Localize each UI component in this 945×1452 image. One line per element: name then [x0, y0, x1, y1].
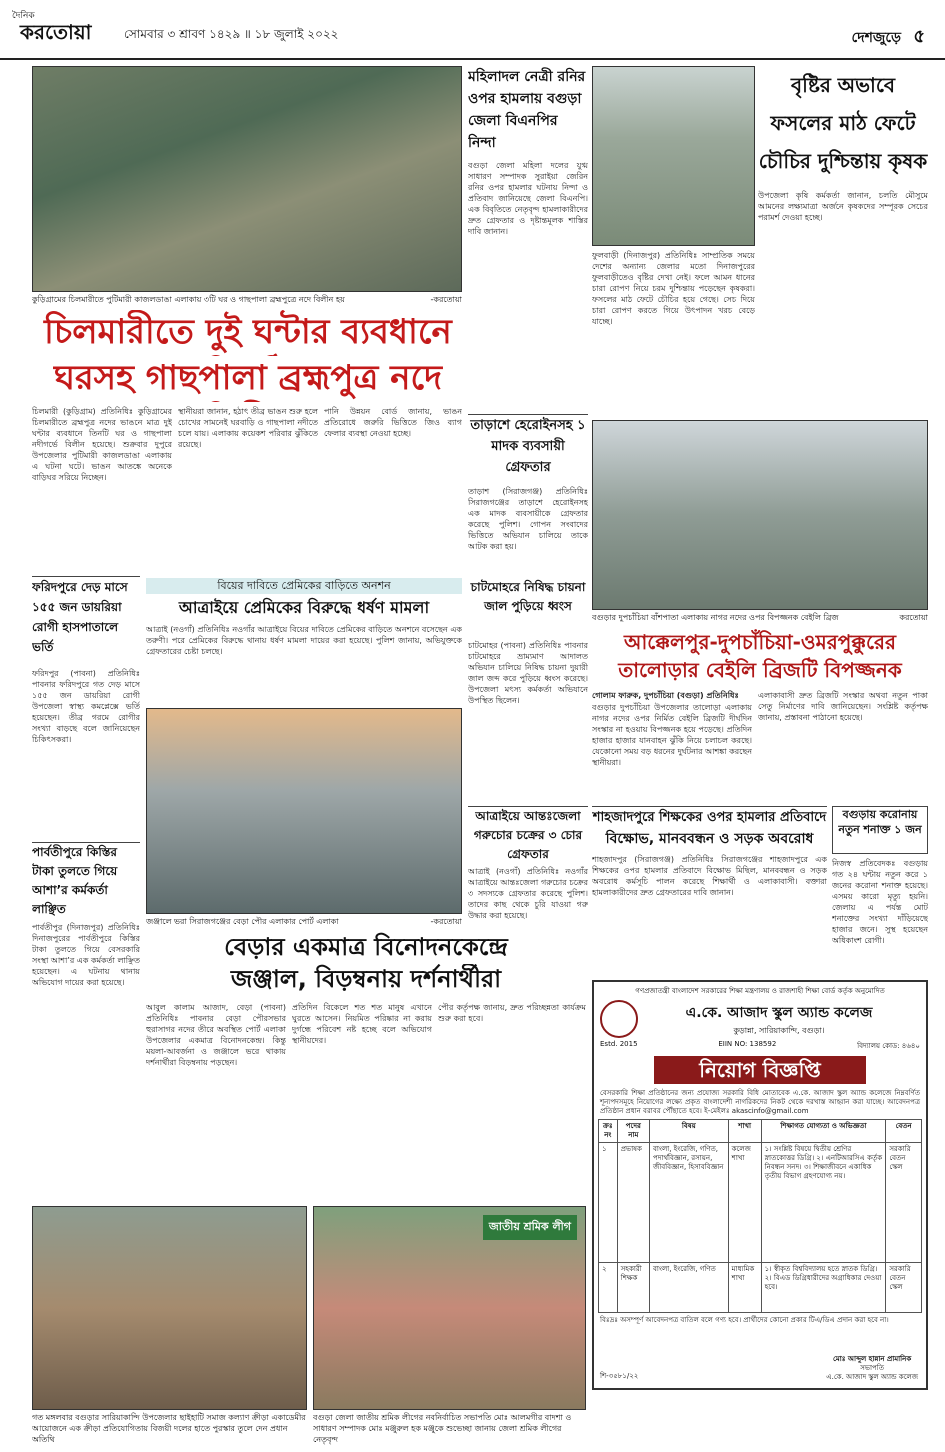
- chatmohar-body: চাটমোহর (পাবনা) প্রতিনিধিঃ পাবনার চাটমোহরে ভ্রাম্যমাণ আদালত অভিযান চালিয়ে নিষিদ্ধ চায়না দুয়ারী জাল জব্দ করে পুড়িয়ে ধ্বংস করেছে। উপজেলা মৎস্য কর্মকর্তা অভিযানে উপস্থিত ছিলেন।: [468, 641, 588, 705]
- notice-intro: বেসরকারি শিক্ষা প্রতিষ্ঠানের জন্য প্রযোজ্য সরকারি বিধি মোতাবেক এ.কে. আজাদ স্কুল অ্যান্ড কলেজে নিম্নবর্ণিত শূন্যপদসমূহে নিয়োগের লক্ষ্যে প্রকৃত বাংলাদেশী নাগরিকদের নিকট থেকে দরখাস্ত আহ্বান করা যাচ্ছে। আবেদনপত্র প্রতিষ্ঠান প্রধান বরাবর পৌঁছাতে হবে। ই-মেইলঃ akascinfo@gmail.com: [600, 1089, 920, 1115]
- bera-body-col1: আবুল কালাম আজাদ, বেড়া (পাবনা) প্রতিনিধিঃ পাবনার বেড়া পৌরসভার হুরাসাগর নদের তীরে অবস্থিত পোর্ট এলাকা উপজেলার একমাত্র বিনোদনকেন্দ্র। কিন্তু ময়লা-আবর্জনা ও জঞ্জালে ভরে থাকায় দর্শনার্থীরা বিড়ম্বনায় পড়ছেন।: [146, 1003, 286, 1067]
- row2-sl: ২: [599, 1263, 618, 1313]
- shajadpur-body: শাহজাদপুর (সিরাজগঞ্জ) প্রতিনিধিঃ সিরাজগঞ্জের শাহজাদপুরে এক শিক্ষকের ওপর হামলার প্রতিবাদে বিক্ষোভ মিছিল, মানববন্ধন ও সড়ক অবরোধ কর্মসূচি পালন করেছে শিক্ষার্থী ও এলাকাবাসী। বক্তারা হামলাকারীদের দ্রুত গ্রেফতারের দাবি জানান।: [592, 855, 827, 897]
- college-name: এ.কে. আজাদ স্কুল অ্যান্ড কলেজ: [685, 1004, 873, 1021]
- sromik-league-caption: বগুড়া জেলা জাতীয় শ্রমিক লীগের নবনির্বাচিত সভাপতি মোঃ আলমগীর বাদশা ও সাধারণ সম্পাদক মোঃ মঞ্জুরুল হক মঞ্জুকে শুভেচ্ছা জানায় জেলা শ্রমিক লীগের নেতৃবৃন্দ: [313, 1413, 572, 1444]
- faridpur-body: ফরিদপুর (পাবনা) প্রতিনিধিঃ পাবনার ফরিদপুরে গত দেড় মাসে ১৫৫ জন ডায়রিয়া রোগী উপজেলা স্বাস্থ্য কমপ্লেক্সে ভর্তি হয়েছেন। তীব্র গরমে রোগীর সংখ্যা বাড়ছে বলে জানিয়েছেন চিকিৎসকরা।: [32, 669, 140, 744]
- signer-org: এ.কে. আজাদ স্কুল অ্যান্ড কলেজ: [826, 1373, 918, 1381]
- college-logo-icon: [600, 1000, 638, 1038]
- vacancy-table: [598, 1119, 922, 1313]
- notice-header: গণপ্রজাতন্ত্রী বাংলাদেশ সরকারের শিক্ষা মন্ত্রণালয় ও রাজশাহী শিক্ষা বোর্ড কর্তৃক অনুমোদিত: [635, 987, 885, 995]
- drought-headline: বৃষ্টির অভাবে ফসলের মাঠ ফেটে চৌচির দুশ্চিন্তায় কৃষক: [758, 73, 928, 173]
- sromik-league-photo: [313, 1206, 586, 1410]
- row2-salary: সরকারি বেতন স্কেল: [886, 1263, 922, 1313]
- bridge-body-2: এলাকাবাসী দ্রুত ব্রিজটি সংস্কার অথবা নতুন পাকা সেতু নির্মাণের দাবি জানিয়েছেন। সংশ্লিষ্ট কর্তৃপক্ষ জানায়, প্রস্তাবনা পাঠানো হয়েছে।: [758, 691, 928, 722]
- row2-shift: মাধ্যমিক শাখা: [728, 1263, 761, 1313]
- river-photo-caption: জঞ্জালে ভরা সিরাজগঞ্জের বেড়া পৌর এলাকার পোর্ট এলাকা: [146, 917, 339, 926]
- bera-headline-1: বেড়ার একমাত্র বিনোদনকেন্দ্রে: [224, 933, 508, 961]
- signer-role: সভাপতি: [860, 1364, 885, 1372]
- bridge-headline-1: আক্কেলপুর-দুপচাঁচিয়া-ওমরপুক্কুরের: [623, 630, 897, 654]
- bridge-photo-caption: বগুড়ার দুপচাঁচিয়া বাঁশপাতা এলাকায় নাগর নদের ওপর বিপজ্জনক বেইলি ব্রিজ: [592, 613, 839, 622]
- bridge-photo-credit: করতোয়া: [899, 613, 928, 622]
- table-row: [599, 1263, 922, 1313]
- recruitment-notice: [592, 980, 928, 1390]
- lead-headline-2: ঘরসহ গাছপালা ব্রহ্মপুত্র নদে: [53, 358, 443, 398]
- row1-subject: বাংলা, ইংরেজি, গণিত, পদার্থবিজ্ঞান, রসায়ন, জীববিজ্ঞান, হিসাববিজ্ঞান: [650, 1143, 729, 1263]
- row1-qual: ১। সংশ্লিষ্ট বিষয়ে দ্বিতীয় শ্রেণির স্নাতকোত্তর ডিগ্রি। ২। এনটিআরসিএ কর্তৃক নিবন্ধন সনদ। ৩। শিক্ষাজীবনে একাধিক তৃতীয় বিভাগ গ্রহণযোগ্য নয়।: [761, 1143, 886, 1263]
- bnp-headline: মহিলাদল নেত্রী রনির ওপর হামলায় বগুড়া জেলা বিএনপির নিন্দা: [468, 69, 586, 151]
- river-photo: [146, 708, 462, 914]
- col-shift: শাখা: [728, 1120, 761, 1143]
- parbatipur-body: পার্বতীপুর (দিনাজপুর) প্রতিনিধিঃ দিনাজপুরের পার্বতীপুরে কিস্তির টাকা তুলতে গিয়ে বেসরকারি সংস্থা আশা’র এক কর্মকর্তা লাঞ্ছিত হয়েছেন। এ ঘটনায় থানায় অভিযোগ দায়ের করা হয়েছে।: [32, 923, 140, 987]
- bnp-body: বগুড়া জেলা মহিলা দলের যুগ্ম সাধারণ সম্পাদক সুরাইয়া জেরিন রনির ওপর হামলার ঘটনায় নিন্দা ও প্রতিবাদ জানিয়েছে জেলা বিএনপি। এক বিবৃতিতে নেতৃবৃন্দ হামলাকারীদের দ্রুত গ্রেফতার ও দৃষ্টান্তমূলক শাস্তির দাবি জানান।: [468, 161, 588, 236]
- col-subject: বিষয়: [650, 1120, 729, 1143]
- drought-photo: [592, 66, 755, 246]
- college-address: কুড়ান্না, সারিয়াকান্দি, বগুড়া।: [733, 1025, 825, 1035]
- section-name: দেশজুড়ে: [851, 30, 901, 46]
- lead-body-col3: পানি উন্নয়ন বোর্ড জানায়, ভাঙন প্রতিরোধে জরুরি ভিত্তিতে জিও ব্যাগ ফেলার ব্যবস্থা নেওয়া হচ্ছে।: [324, 407, 462, 438]
- row1-sl: ১: [599, 1143, 618, 1263]
- corona-body: নিজস্ব প্রতিবেদকঃ বগুড়ায় গত ২৪ ঘন্টায় নতুন করে ১ জনের করোনা শনাক্ত হয়েছে। এসময় কারো মৃত্যু হয়নি। জেলায় এ পর্যন্ত মোট শনাক্তের সংখ্যা দাঁড়িয়েছে হাজার জনে। সুস্থ হয়েছেন অধিকাংশ রোগী।: [832, 859, 928, 945]
- row1-shift: কলেজ শাখা: [728, 1143, 761, 1263]
- bridge-body: বগুড়ার দুপচাঁচিয়া উপজেলার তালোড়া এলাকায় নাগর নদের ওপর নির্মিত বেইলি ব্রিজটি দীর্ঘদিন সংস্কার না হওয়ায় বিপজ্জনক হয়ে পড়েছে। প্রতিদিন হাজার হাজার যানবাহন ঝুঁকি নিয়ে চলাচল করছে। যেকোনো সময় বড় ধরনের দুর্ঘটনার আশঙ্কা করছেন স্থানীয়রা।: [592, 703, 752, 767]
- signer-name: মোঃ আব্দুল হান্নান প্রামানিক: [833, 1355, 912, 1363]
- row2-post: সহকারী শিক্ষক: [617, 1263, 649, 1313]
- river-photo-credit: -করতোয়া: [430, 917, 462, 926]
- lead-body-col1: চিলমারী (কুড়িগ্রাম) প্রতিনিধিঃ কুড়িগ্রামের চিলমারীতে ব্রহ্মপুত্র নদের ভাঙনে মাত্র দুই ঘন্টার ব্যবধানে তিনটি ঘর ও গাছপালা নদীগর্ভে বিলীন হয়েছে। শুক্রবার দুপুরে উপজেলার পুটিমারী কাজলডাঙা এলাকায় এ ঘটনা ঘটে। ভাঙন আতঙ্কে অনেকে বাড়িঘর সরিয়ে নিচ্ছেন।: [32, 407, 172, 482]
- bera-body-col2: প্রতিদিন বিকেলে শত শত মানুষ এখানে ঘুরতে আসেন। নিয়মিত পরিষ্কার না করায় দুর্গন্ধে পরিবেশ নষ্ট হচ্ছে বলে অভিযোগ স্থানীয়দের।: [292, 1003, 432, 1045]
- sports-award-photo: [32, 1206, 307, 1410]
- row2-qual: ১। স্বীকৃত বিশ্ববিদ্যালয় হতে স্নাতক ডিগ্রি। ২। বিএড ডিগ্রিধারীদের অগ্রাধিকার দেওয়া হবে।: [761, 1263, 886, 1313]
- faridpur-headline: ফরিদপুরে দেড় মাসে ১৫৫ জন ডায়রিয়া রোগী হাসপাতালে ভর্তি: [32, 576, 140, 666]
- newspaper-logo: করতোয়া: [20, 20, 92, 44]
- drought-body-2: উপজেলা কৃষি কর্মকর্তা জানান, চলতি মৌসুমে আমনের লক্ষ্যমাত্রা অর্জনে কৃষকদের সম্পূরক সেচের পরামর্শ দেওয়া হচ্ছে।: [758, 191, 928, 222]
- page-number: ৫: [913, 26, 925, 47]
- sports-award-caption: গত মঙ্গলবার বগুড়ার সারিয়াকান্দি উপজেলার ছাইহাটি সমাজ কল্যাণ ক্রীড়া একাডেমীর আয়োজনে এক ক্রীড়া প্রতিযোগিতায় বিজয়ী দলের হাতে পুরস্কার তুলে দেন প্রধান অতিথি: [32, 1413, 306, 1444]
- erosion-photo: [32, 66, 462, 292]
- chatmohar-headline: চাটমোহরে নিষিদ্ধ চায়না জাল পুড়িয়ে ধ্বংস: [470, 580, 586, 613]
- eiin-label: EIIN NO: 138592: [718, 1040, 777, 1048]
- estd-label: Estd. 2015: [600, 1040, 638, 1048]
- shajadpur-headline-1: শাহজাদপুরে শিক্ষকের ওপর হামলার প্রতিবাদে: [592, 806, 827, 830]
- notice-footer: বিঃদ্রঃ অসম্পূর্ণ আবেদনপত্র বাতিল বলে গণ্য হবে। প্রার্থীদের কোনো প্রকার টিএ/ডিএ প্রদান করা হবে না।: [600, 1316, 889, 1324]
- lead-body-col2: স্থানীয়রা জানান, হঠাৎ তীব্র ভাঙন শুরু হলে চোখের সামনেই ঘরবাড়ি ও গাছপালা নদীতে চলে যায়। এলাকায় কয়েকশ পরিবার ঝুঁকিতে রয়েছে।: [178, 407, 318, 449]
- bera-body-col3: পৌর কর্তৃপক্ষ জানায়, দ্রুত পরিচ্ছন্নতা কার্যক্রম শুরু করা হবে।: [438, 1003, 586, 1023]
- row1-salary: সরকারি বেতন স্কেল: [886, 1143, 922, 1263]
- table-row: [599, 1143, 922, 1263]
- col-qual: শিক্ষাগত যোগ্যতা ও অভিজ্ঞতা: [761, 1120, 886, 1143]
- col-salary: বেতন: [886, 1120, 922, 1143]
- bera-headline-2: জঞ্জাল, বিড়ম্বনায় দর্শনার্থীরা: [230, 965, 502, 993]
- atrai-body: আত্রাই (নওগাঁ) প্রতিনিধিঃ নওগাঁর আত্রাইয়ে বিয়ের দাবিতে প্রেমিকের বাড়িতে অনশনে বসেছেন এক তরুণী। পরে প্রেমিকের বিরুদ্ধে থানায় ধর্ষণ মামলা দায়ের করা হয়েছে। পুলিশ জানায়, অভিযুক্তকে গ্রেফতারের চেষ্টা চলছে।: [146, 625, 462, 656]
- col-post: পদের নাম: [617, 1120, 649, 1143]
- notice-ref: শি-৩৫৮১/২২: [600, 1372, 639, 1380]
- shajadpur-headline-2: বিক্ষোভ, মানববন্ধন ও সড়ক অবরোধ: [605, 831, 814, 847]
- heroin-body: তাড়াশ (সিরাজগঞ্জ) প্রতিনিধিঃ সিরাজগঞ্জের তাড়াশে হেরোইনসহ এক মাদক ব্যবসায়ীকে গ্রেফতার করেছে পুলিশ। গোপন সংবাদের ভিত্তিতে অভিযান চালিয়ে তাকে আটক করা হয়।: [468, 487, 588, 551]
- notice-title: নিয়োগ বিজ্ঞপ্তি: [654, 1056, 866, 1084]
- bridge-photo: [592, 420, 928, 610]
- banner-text: জাতীয় শ্রমিক লীগ: [483, 1215, 577, 1240]
- cow-thief-headline: আত্রাইয়ে আন্তঃজেলা গরুচোর চক্রের ৩ চোর গ্রেফতার: [468, 806, 588, 864]
- erosion-photo-caption: কুড়িগ্রামের চিলমারীতে পুটিমারী কাজলডাঙা এলাকায় ৩টি ঘর ও গাছপালা ব্রহ্মপুত্রে নদে বিলীন হয়: [32, 295, 345, 304]
- row1-post: প্রভাষক: [617, 1143, 649, 1263]
- row2-subject: বাংলা, ইংরেজি, গণিত: [650, 1263, 729, 1313]
- heroin-headline: তাড়াশে হেরোইনসহ ১ মাদক ব্যবসায়ী গ্রেফতার: [468, 414, 588, 484]
- dateline: সোমবার ৩ শ্রাবণ ১৪২৯ ॥ ১৮ জুলাই ২০২২: [124, 27, 339, 41]
- masthead: [0, 0, 945, 60]
- parbatipur-headline: পার্বতীপুরে কিস্তির টাকা তুলতে গিয়ে আশা’র কর্মকর্তা লাঞ্ছিত: [32, 842, 140, 920]
- lead-headline-1: চিলমারীতে দুই ঘন্টার ব্যবধানে: [44, 312, 452, 352]
- drought-body: ফুলবাড়ী (দিনাজপুর) প্রতিনিধিঃ সাম্প্রতিক সময়ে দেশের অন্যান্য জেলার মতো দিনাজপুরের ফুলবাড়ীতেও বৃষ্টির দেখা নেই। ফলে আমন ধানের চারা রোপণ নিয়ে চরম দুশ্চিন্তায় পড়েছেন কৃষকরা। ফসলের মাঠ ফেটে চৌচির হয়ে গেছে। সেচ দিয়ে চারা রোপণ করতে গিয়ে উৎপাদন খরচ বেড়ে যাচ্ছে।: [592, 251, 755, 326]
- cow-thief-body: আত্রাই (নওগাঁ) প্রতিনিধিঃ নওগাঁর আত্রাইয়ে আন্তঃজেলা গরুচোর চক্রের ৩ সদস্যকে গ্রেফতার করেছে পুলিশ। তাদের কাছ থেকে চুরি যাওয়া গরু উদ্ধার করা হয়েছে।: [468, 867, 588, 920]
- logo-prefix: দৈনিক: [12, 11, 35, 21]
- atrai-kicker: বিয়ের দাবিতে প্রেমিকের বাড়িতে অনশন: [146, 578, 462, 594]
- bridge-byline: গোলাম ফারুক, দুপচাঁচিয়া (বগুড়া) প্রতিনিধিঃ: [592, 691, 739, 700]
- col-sl: ক্রঃ নং: [599, 1120, 618, 1143]
- corona-headline: বগুড়ায় করোনায় নতুন শনাক্ত ১ জন: [832, 806, 928, 854]
- atrai-headline: আত্রাইয়ে প্রেমিকের বিরুদ্ধে ধর্ষণ মামলা: [178, 598, 430, 617]
- school-code: বিদ্যালয় কোড: ৪৬৪০: [857, 1042, 920, 1050]
- bridge-headline-2: তালোড়ার বেইলি ব্রিজটি বিপজ্জনক: [618, 658, 902, 682]
- erosion-photo-credit: -করতোয়া: [430, 295, 462, 304]
